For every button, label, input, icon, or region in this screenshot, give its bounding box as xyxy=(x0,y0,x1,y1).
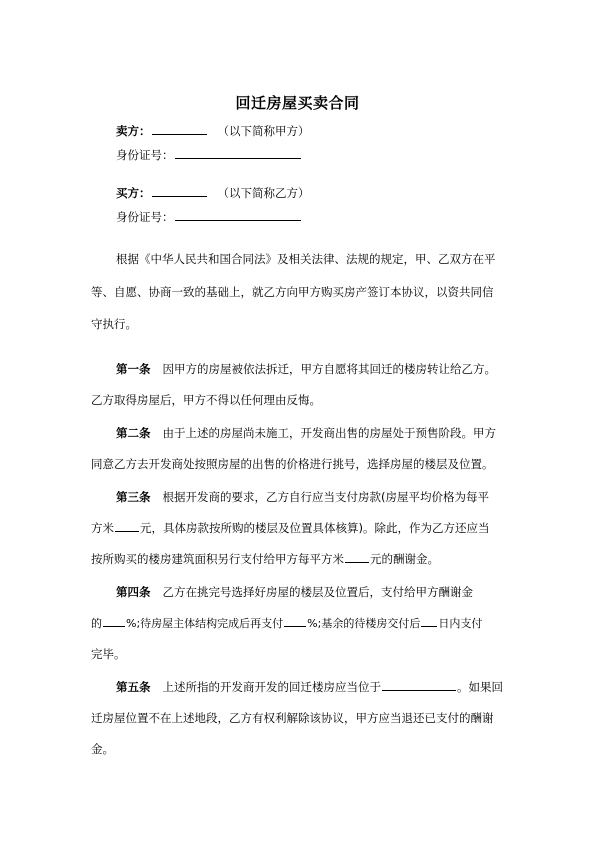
article-3-line-2 xyxy=(91,520,489,536)
article-5-line-2: 迁房屋位置不在上述地段，乙方有权利解除该协议，甲方应当退还已支付的酬谢 xyxy=(91,711,494,725)
buyer-id-blank xyxy=(175,219,301,221)
article-2-line-2: 同意乙方去开发商处按照房屋的出售的价格进行挑号，选择房屋的楼层及位置。 xyxy=(91,457,494,471)
seller-id-blank xyxy=(175,157,301,159)
buyer-name-blank xyxy=(152,195,207,197)
buyer-line xyxy=(116,185,310,201)
seller-id-label: 身份证号： xyxy=(116,148,174,162)
article-1-label: 第一条 xyxy=(116,362,151,376)
article-1-line-1 xyxy=(116,361,496,377)
preamble-line-1: 根据《中华人民共和国合同法》及相关法律、法规的规定，甲、乙双方在平 xyxy=(116,252,496,266)
article-3-text-2a: 方米 xyxy=(91,521,114,535)
article-3-text-3a: 按所购买的楼房建筑面积另行支付给甲方每平方米 xyxy=(91,552,344,566)
article-4-text-1: 乙方在挑完号选择好房屋的楼层及位置后，支付给甲方酬谢金 xyxy=(162,585,473,599)
article-1-line-2: 乙方取得房屋后，甲方不得以任何理由反悔。 xyxy=(91,393,321,407)
article-3-text-3b: 元的酬谢金。 xyxy=(370,552,439,566)
seller-label: 卖方： xyxy=(116,124,151,138)
article-5-line-3: 金。 xyxy=(91,742,114,756)
article-5-line-1 xyxy=(116,679,503,695)
buyer-note: （以下简称乙方） xyxy=(217,186,310,200)
article-3-line-1 xyxy=(116,489,489,505)
article-2-text-1: 由于上述的房屋尚未施工，开发商出售的房屋处于预售阶段。甲方 xyxy=(162,426,496,440)
article-4-text-2b: %;待房屋主体结构完成后再支付 xyxy=(126,617,284,630)
seller-note: （以下简称甲方） xyxy=(217,124,310,138)
article-5-label: 第五条 xyxy=(116,680,151,694)
article-4-line-2 xyxy=(91,615,482,631)
price-per-sqm-blank xyxy=(115,530,139,532)
article-5-text-1b: 。如果回 xyxy=(457,680,503,694)
reward-per-sqm-blank xyxy=(345,561,369,563)
article-2-label: 第二条 xyxy=(116,426,151,440)
first-payment-percent-blank xyxy=(103,625,125,627)
article-1-text-1: 因甲方的房屋被依法拆迁，甲方自愿将其回迁的楼房转让给乙方。 xyxy=(162,362,496,376)
article-4-text-2a: 的 xyxy=(91,617,102,630)
article-4-label: 第四条 xyxy=(116,585,151,599)
second-payment-percent-blank xyxy=(284,625,306,627)
buyer-id-label: 身份证号： xyxy=(116,210,174,224)
article-3-text-2b: 元，具体房款按所购的楼层及位置具体核算)。除此，作为乙方还应当 xyxy=(140,521,490,535)
buyer-id-line xyxy=(116,209,302,225)
article-4-line-1 xyxy=(116,584,473,600)
article-5-text-1a: 上述所指的开发商开发的回迁楼房应当位于 xyxy=(162,680,381,694)
article-2-line-1 xyxy=(116,425,496,441)
article-3-text-1: 根据开发商的要求，乙方自行应当支付房款(房屋平均价格为每平 xyxy=(162,490,489,504)
document-title: 回迁房屋买卖合同 xyxy=(235,94,360,112)
seller-line xyxy=(116,123,310,139)
article-3-label: 第三条 xyxy=(116,490,151,504)
article-4-text-2c: %;基余的待楼房交付后 xyxy=(307,617,421,630)
preamble-line-2: 等、自愿、协商一致的基础上，就乙方向甲方购买房产签订本协议，以资共同信 xyxy=(91,285,494,299)
article-4-line-3: 完毕。 xyxy=(91,647,126,661)
article-3-line-3 xyxy=(91,551,439,567)
location-blank xyxy=(382,689,456,691)
article-4-text-2d: 日内支付 xyxy=(438,617,483,630)
seller-name-blank xyxy=(152,133,207,135)
preamble-line-3: 守执行。 xyxy=(91,317,137,331)
buyer-label: 买方： xyxy=(116,186,151,200)
seller-id-line xyxy=(116,147,302,163)
days-blank xyxy=(421,625,437,627)
